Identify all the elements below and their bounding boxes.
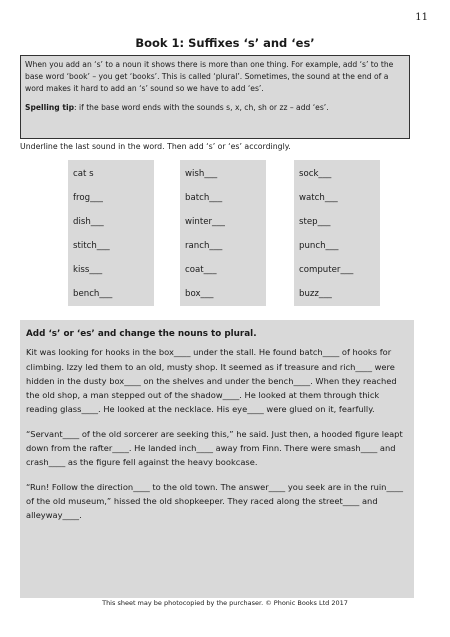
page-number: 11 bbox=[415, 12, 428, 23]
word-item: box___ bbox=[185, 289, 214, 299]
spelling-tip bbox=[25, 102, 405, 114]
word-item: batch___ bbox=[185, 193, 223, 203]
word-item bbox=[68, 167, 154, 191]
word-stem: cat s bbox=[73, 169, 94, 179]
intro-text: When you add an ‘s’ to a noun it shows there is more than one thing. For example, add ‘s’ to the base word ‘book’ – you get ‘books’. This is called ‘plural’. Sometimes, the sound at the end of a word makes it hard to add an ‘s’ sound so we have to add ‘es’. bbox=[25, 60, 394, 93]
word-item: frog___ bbox=[73, 193, 103, 203]
exercise-heading: Add ‘s’ or ‘es’ and change the nouns to plural. bbox=[26, 329, 257, 339]
word-item: buzz___ bbox=[299, 289, 332, 299]
exercise-paragraph: “Run! Follow the direction____ to the old town. The answer____ you seek are in the ruin____ of the old museum,” hissed the old shopkeeper. They raced along the street____ and alleyway____. bbox=[26, 481, 404, 521]
word-item: wish___ bbox=[185, 169, 218, 179]
page-title: Book 1: Suffixes ‘s’ and ‘es’ bbox=[135, 36, 315, 50]
exercise-paragraph: Kit was looking for hooks in the box____ under the stall. He found batch____ of hooks for climbing. Izzy led them to an old, musty shop. It seemed as if treasure and rich____ were hidden in the dusty box____ on the shelves and under the bench____. When they reached the old shop, a man stepped out of the shadow____. He looked at them through thick reading glass____. He looked at the necklace. His eye____ were glued on it, fearfully. bbox=[26, 347, 397, 415]
word-item: kiss___ bbox=[73, 265, 103, 275]
word-item: watch___ bbox=[299, 193, 338, 203]
word-item: punch___ bbox=[299, 241, 339, 251]
word-item: dish___ bbox=[73, 217, 104, 227]
word-item: coat___ bbox=[185, 265, 217, 275]
spelling-tip-label: Spelling tip bbox=[25, 103, 75, 112]
intro-box bbox=[20, 55, 410, 139]
word-item: stitch___ bbox=[73, 241, 110, 251]
word-item: step___ bbox=[299, 217, 331, 227]
word-item: bench___ bbox=[73, 289, 113, 299]
exercise-paragraph: “Servant____ of the old sorcerer are seeking this,” he said. Just then, a hooded figure leapt down from the rafter____. He landed inch____ away from Finn. There were smash____ and crash____ as the figure fell against the heavy bookcase. bbox=[26, 428, 403, 468]
word-item: computer___ bbox=[299, 265, 354, 275]
word-column-3 bbox=[294, 160, 380, 306]
exercise-box bbox=[20, 320, 414, 598]
word-item: sock___ bbox=[299, 169, 332, 179]
footer-note: This sheet may be photocopied by the purchaser. © Phonic Books Ltd 2017 bbox=[102, 599, 348, 607]
word-item: ranch___ bbox=[185, 241, 223, 251]
instruction-text: Underline the last sound in the word. Then add ‘s’ or ‘es’ accordingly. bbox=[20, 142, 291, 151]
word-item: winter___ bbox=[185, 217, 225, 227]
word-column-1 bbox=[68, 160, 154, 306]
word-column-2 bbox=[180, 160, 266, 306]
spelling-tip-text: : if the base word ends with the sounds s, x, ch, sh or zz – add ‘es’. bbox=[74, 103, 329, 112]
